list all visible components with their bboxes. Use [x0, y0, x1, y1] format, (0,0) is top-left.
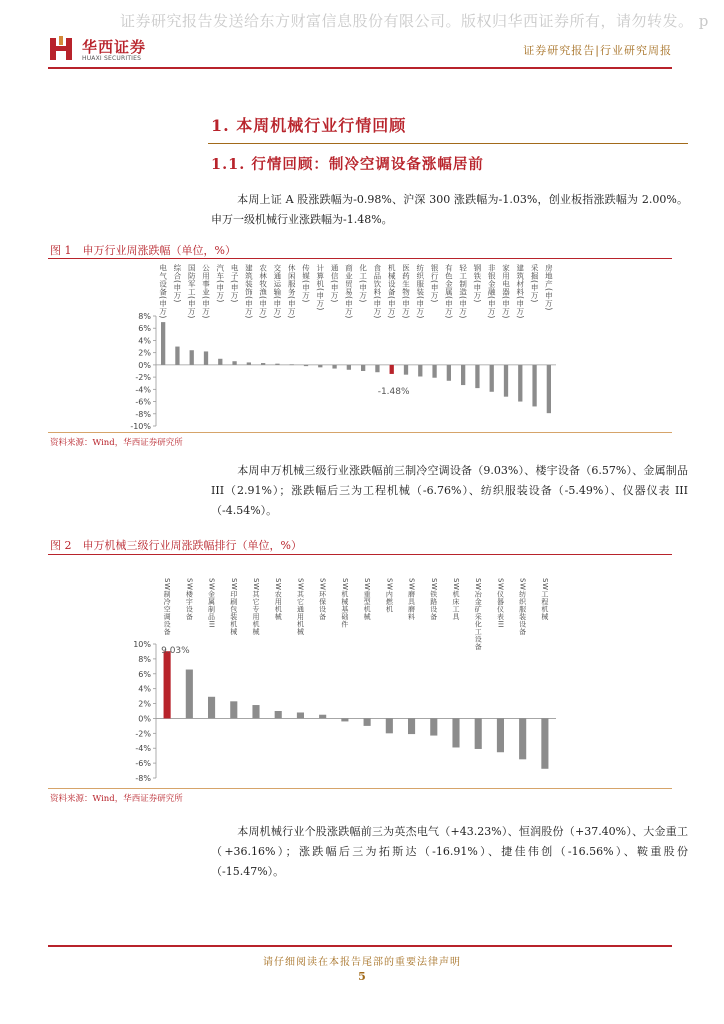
bar: [252, 705, 259, 718]
paragraph-text: 本周机械行业个股涨跌幅前三为英杰电气（+43.23%）、恒润股份（+37.40%）、大金重工（+36.16%）；涨跌幅后三为拓斯达（-16.91%）、捷佳伟创（-16.56%）、鞍重股份（-15.47%）。: [211, 825, 688, 878]
category-label: 轻工制造(申万): [458, 264, 468, 319]
bar: [261, 363, 265, 365]
category-label: 纺织服装(申万): [415, 264, 425, 319]
bar: [404, 365, 408, 375]
category-label: 传媒(申万): [301, 264, 311, 303]
category-label: SW重型机械: [363, 578, 372, 621]
bar: [361, 365, 365, 371]
category-label: SW环保设备: [318, 578, 327, 621]
bar: [490, 365, 494, 392]
y-tick-label: 8%: [138, 654, 151, 664]
category-label: SW其它专用机械: [252, 578, 260, 636]
y-tick-label: 4%: [138, 684, 151, 694]
y-tick-label: -6%: [135, 397, 151, 407]
y-tick-label: -10%: [130, 422, 151, 431]
logo-name-cn: 华西证券: [82, 38, 147, 56]
highlight-bar: [390, 365, 394, 374]
section-heading: 1. 本周机械行业行情回顾: [211, 116, 407, 135]
bar: [475, 365, 479, 388]
bar: [447, 365, 451, 381]
y-tick-label: -4%: [135, 385, 151, 395]
bar: [547, 365, 551, 413]
data-label: 9.03%: [161, 646, 190, 657]
category-label: 银行(申万): [430, 264, 440, 303]
bar: [232, 361, 236, 365]
figure2-source: 资料来源：Wind，华西证券研究所: [50, 794, 183, 804]
y-tick-label: 0%: [138, 360, 151, 370]
category-label: 医药生物(申万): [401, 264, 411, 319]
category-label: 采掘(申万): [530, 264, 540, 303]
category-label: 综合(申万): [172, 264, 182, 303]
category-label: 化工(申万): [358, 264, 368, 303]
category-label: 农林牧渔(申万): [258, 264, 268, 319]
bar: [386, 718, 393, 733]
bar: [318, 365, 322, 367]
bar: [341, 718, 348, 721]
category-label: 有色金属(申万): [444, 264, 454, 319]
bar: [230, 701, 237, 718]
figure2-bottom-rule: [48, 788, 672, 789]
category-label: 钢铁(申万): [472, 264, 482, 303]
figure1-source: 资料来源：Wind，华西证券研究所: [50, 438, 183, 448]
category-label: 家用电器(申万): [501, 264, 511, 319]
figure2-chart: [48, 556, 672, 788]
category-label: 汽车(申万): [215, 264, 225, 303]
header-divider: [48, 67, 672, 69]
y-tick-label: -8%: [135, 774, 151, 783]
y-tick-label: 4%: [138, 336, 151, 346]
bar: [375, 365, 379, 372]
category-label: 机械设备(申万): [387, 264, 397, 319]
category-label: 通信(申万): [330, 264, 340, 303]
figure1-bottom-rule: [48, 432, 672, 433]
subsection-heading: 1.1. 行情回顾：制冷空调设备涨幅居前: [211, 156, 484, 173]
category-label: 非银金融(申万): [487, 264, 497, 319]
bar: [461, 365, 465, 385]
category-label: 公用事业(申万): [201, 264, 211, 319]
bar: [247, 362, 251, 364]
bar: [432, 365, 436, 378]
y-tick-label: 6%: [138, 669, 151, 679]
bar: [275, 711, 282, 718]
paragraph-text: 本周上证 A 股涨跌幅为-0.98%、沪深 300 涨跌幅为-1.03%，创业板指涨跌幅为 2.00%。申万一级机械行业涨跌幅为-1.48%。: [211, 193, 688, 226]
y-tick-label: 10%: [133, 640, 151, 649]
bar: [497, 718, 504, 752]
paragraph-subindustry-summary: [211, 461, 688, 521]
category-label: 国防军工(申万): [187, 264, 197, 319]
y-tick-label: -2%: [135, 373, 151, 383]
huaxi-logo-icon: [48, 36, 76, 62]
category-label: SW其它通用机械: [296, 578, 305, 636]
category-label: SW机床工具: [452, 578, 460, 621]
bar: [290, 364, 294, 365]
category-label: 房地产(申万): [544, 264, 554, 311]
footer-legal-note: 请仔细阅读在本报告尾部的重要法律声明: [263, 957, 461, 968]
bar: [518, 365, 522, 402]
bar: [475, 718, 482, 749]
bar: [430, 718, 437, 735]
bar: [364, 718, 371, 725]
figure1-top-rule: [48, 258, 672, 259]
bar: [175, 347, 179, 365]
bar: [347, 365, 351, 370]
bar: [218, 359, 222, 365]
paragraph-market-summary: [211, 190, 688, 230]
y-tick-label: -2%: [135, 729, 151, 739]
category-label: SW磨具磨料: [407, 578, 416, 621]
category-label: SW机械基础件: [340, 578, 349, 628]
bar: [204, 351, 208, 364]
category-label: 建筑装饰(申万): [244, 264, 254, 319]
bar: [452, 718, 459, 747]
section-divider: [208, 143, 688, 144]
logo-name-en: HUAXI SECURITIES: [82, 55, 142, 62]
paragraph-text: 本周申万机械三级行业涨跌幅前三制冷空调设备（9.03%）、楼宇设备（6.57%）、金属制品 III（2.91%）；涨跌幅后三为工程机械（-6.76%）、纺织服装设备（-5.49%）、仪器仪表 III（-4.54%）。: [211, 464, 688, 517]
category-label: 电气设备(申万): [158, 264, 168, 319]
bar: [418, 365, 422, 377]
bar: [190, 350, 194, 365]
category-label: SW仪器仪表III: [496, 578, 505, 629]
bar: [186, 670, 193, 719]
figure1-caption: 图 1 申万行业周涨跌幅（单位，%）: [50, 244, 236, 257]
category-label: 电子(申万): [230, 264, 240, 303]
bar: [304, 365, 308, 366]
category-label: SW内燃机: [385, 578, 394, 613]
figure2-top-rule: [48, 554, 672, 555]
y-tick-label: -4%: [135, 744, 151, 754]
figure1-chart: [48, 260, 672, 432]
bar: [161, 322, 165, 365]
highlight-bar: [164, 651, 171, 718]
category-label: 休闲服务(申万): [287, 264, 297, 319]
category-label: SW印刷包装机械: [229, 578, 238, 636]
bar: [408, 718, 415, 734]
y-tick-label: 0%: [138, 714, 151, 724]
bar: [208, 697, 215, 719]
category-label: 商业贸易(申万): [344, 264, 354, 319]
bar: [319, 715, 326, 719]
bar: [275, 364, 279, 365]
bar: [332, 365, 336, 369]
category-label: SW楼宇设备: [185, 578, 194, 621]
category-label: 食品饮料(申万): [372, 264, 382, 319]
logo: [48, 36, 158, 64]
watermark: 证券研究报告发送给东方财富信息股份有限公司。版权归华西证券所有，请勿转发。 p: [120, 12, 709, 30]
category-label: 计算机(申万): [315, 264, 325, 311]
bar: [504, 365, 508, 397]
report-type: 证券研究报告|行业研究周报: [523, 44, 672, 57]
data-label: -1.48%: [377, 386, 410, 397]
y-tick-label: 2%: [138, 348, 151, 358]
category-label: SW工程机械: [540, 578, 549, 621]
category-label: 建筑材料(申万): [515, 264, 525, 319]
y-tick-label: 2%: [138, 699, 151, 709]
bar: [541, 718, 548, 768]
y-tick-label: -8%: [135, 409, 151, 419]
category-label: SW制冷空调设备: [163, 578, 172, 636]
y-tick-label: 8%: [138, 312, 151, 321]
category-label: SW纺织服装设备: [518, 578, 527, 636]
footer-divider: [48, 945, 672, 947]
category-label: SW金属制品III: [207, 578, 216, 629]
category-label: SW铁路设备: [429, 578, 438, 621]
y-tick-label: 6%: [138, 324, 151, 334]
bar: [297, 712, 304, 718]
category-label: SW农用机械: [274, 578, 283, 621]
paragraph-stock-summary: [211, 822, 688, 882]
bar: [532, 365, 536, 407]
y-tick-label: -6%: [135, 759, 151, 769]
category-label: 交通运输(申万): [272, 264, 282, 319]
page-number: 5: [358, 970, 366, 983]
category-label: SW冶金矿采化工设备: [474, 578, 483, 651]
bar: [519, 718, 526, 759]
figure2-caption: 图 2 申万机械三级行业周涨跌幅排行（单位，%）: [50, 539, 302, 552]
